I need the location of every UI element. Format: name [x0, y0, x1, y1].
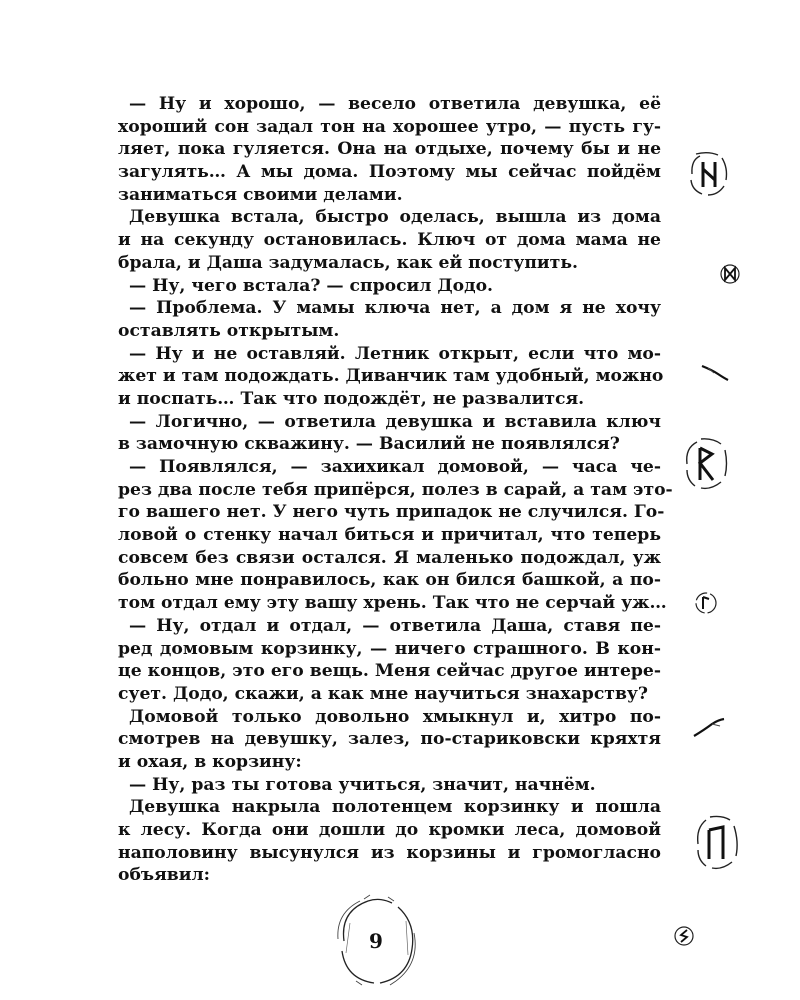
text-line: брала, и Даша задумалась, как ей поступить.: [118, 252, 578, 273]
text-line: — Логично, — ответила девушка и вставила ключ: [129, 411, 661, 432]
paragraph: [118, 411, 661, 456]
text-line: к лесу. Когда они дошли до кромки леса, домовой: [118, 820, 661, 840]
text-line: и охая, в корзину:: [118, 751, 302, 772]
text-line: це концов, это его вещь. Меня сейчас другое интере-: [118, 661, 661, 682]
raido-rune-icon: [683, 436, 729, 492]
paragraph: [118, 343, 664, 411]
text-line: го вашего нет. У него чуть припадок не случился. Го-: [118, 502, 665, 523]
text-line: — Ну и не оставляй. Летник открыт, если что мо-: [129, 343, 661, 364]
paragraph: [118, 706, 661, 774]
uruz-rune-icon: [694, 814, 740, 872]
text-line: Девушка накрыла полотенцем корзинку и пошла: [129, 797, 661, 818]
text-line: — Ну, отдал и отдал, — ответила Даша, ставя пе-: [129, 615, 661, 636]
stroke-rune-icon: [692, 716, 726, 740]
page-number-badge: [330, 893, 422, 989]
text-line: хороший сон задал тон на хорошее утро, — пусть гу-: [118, 116, 661, 137]
text-line: Девушка встала, быстро оделась, вышла из дома: [129, 207, 661, 228]
text-line: рез два после тебя припёрся, полез в сарай, а там это-: [118, 479, 673, 500]
text-line: — Появлялся, — захихикал домовой, — часа че-: [129, 457, 661, 477]
text-line: — Ну и хорошо, — весело ответила девушка, её: [129, 94, 661, 114]
text-line: смотрев на девушку, залез, по-стариковски кряхтя: [118, 729, 661, 750]
paragraph: [118, 275, 661, 298]
text-line: — Ну, раз ты готова учиться, значит, начнём.: [129, 774, 596, 795]
text-line: и поспать… Так что подождёт, не развалится.: [118, 388, 585, 409]
text-line: в замочную скважину. — Василий не появлялся?: [118, 434, 620, 455]
paragraph: [118, 206, 661, 274]
paragraph: [118, 297, 661, 342]
text-line: и на секунду остановилась. Ключ от дома мама не: [118, 230, 661, 251]
dagaz-rune-icon: [718, 262, 742, 286]
text-line: ляет, пока гуляется. Она на отдыхе, почему бы и не: [118, 139, 661, 160]
paragraph: [118, 774, 661, 797]
text-line: заниматься своими делами.: [118, 184, 403, 205]
text-line: — Ну, чего встала? — спросил Додо.: [129, 275, 494, 296]
sowilo-rune-icon: [672, 924, 696, 948]
paragraph: [118, 796, 661, 887]
paragraph: [118, 456, 673, 615]
text-line: больно мне понравилось, как он бился башкой, а по-: [118, 570, 661, 591]
hagalaz-rune-icon: [688, 150, 730, 198]
text-line: сует. Додо, скажи, а как мне научиться знахарству?: [118, 683, 648, 704]
text-line: наполовину высунулся из корзины и громогласно: [118, 842, 661, 863]
text-line: Домовой только довольно хмыкнул и, хитро по-: [129, 706, 661, 727]
body-text: [118, 93, 673, 887]
text-line: — Проблема. У мамы ключа нет, а дом я не хочу: [129, 298, 661, 319]
text-line: оставлять открытым.: [118, 320, 340, 341]
text-line: том отдал ему эту вашу хрень. Так что не серчай уж…: [118, 593, 667, 614]
kenaz-rune-icon: [693, 590, 719, 616]
stroke-rune-icon: [700, 362, 730, 382]
paragraph: [118, 93, 661, 206]
text-line: объявил:: [118, 865, 210, 886]
page-number: 9: [369, 929, 383, 953]
text-line: загулять… А мы дома. Поэтому мы сейчас пойдём: [118, 162, 661, 183]
text-line: ред домовым корзинку, — ничего страшного. В кон-: [118, 638, 661, 659]
text-line: совсем без связи остался. Я маленько подождал, уж: [118, 547, 661, 568]
text-line: жет и там подождать. Диванчик там удобный, можно: [118, 366, 664, 387]
text-line: ловой о стенку начал биться и причитал, что теперь: [118, 525, 661, 546]
paragraph: [118, 615, 661, 706]
